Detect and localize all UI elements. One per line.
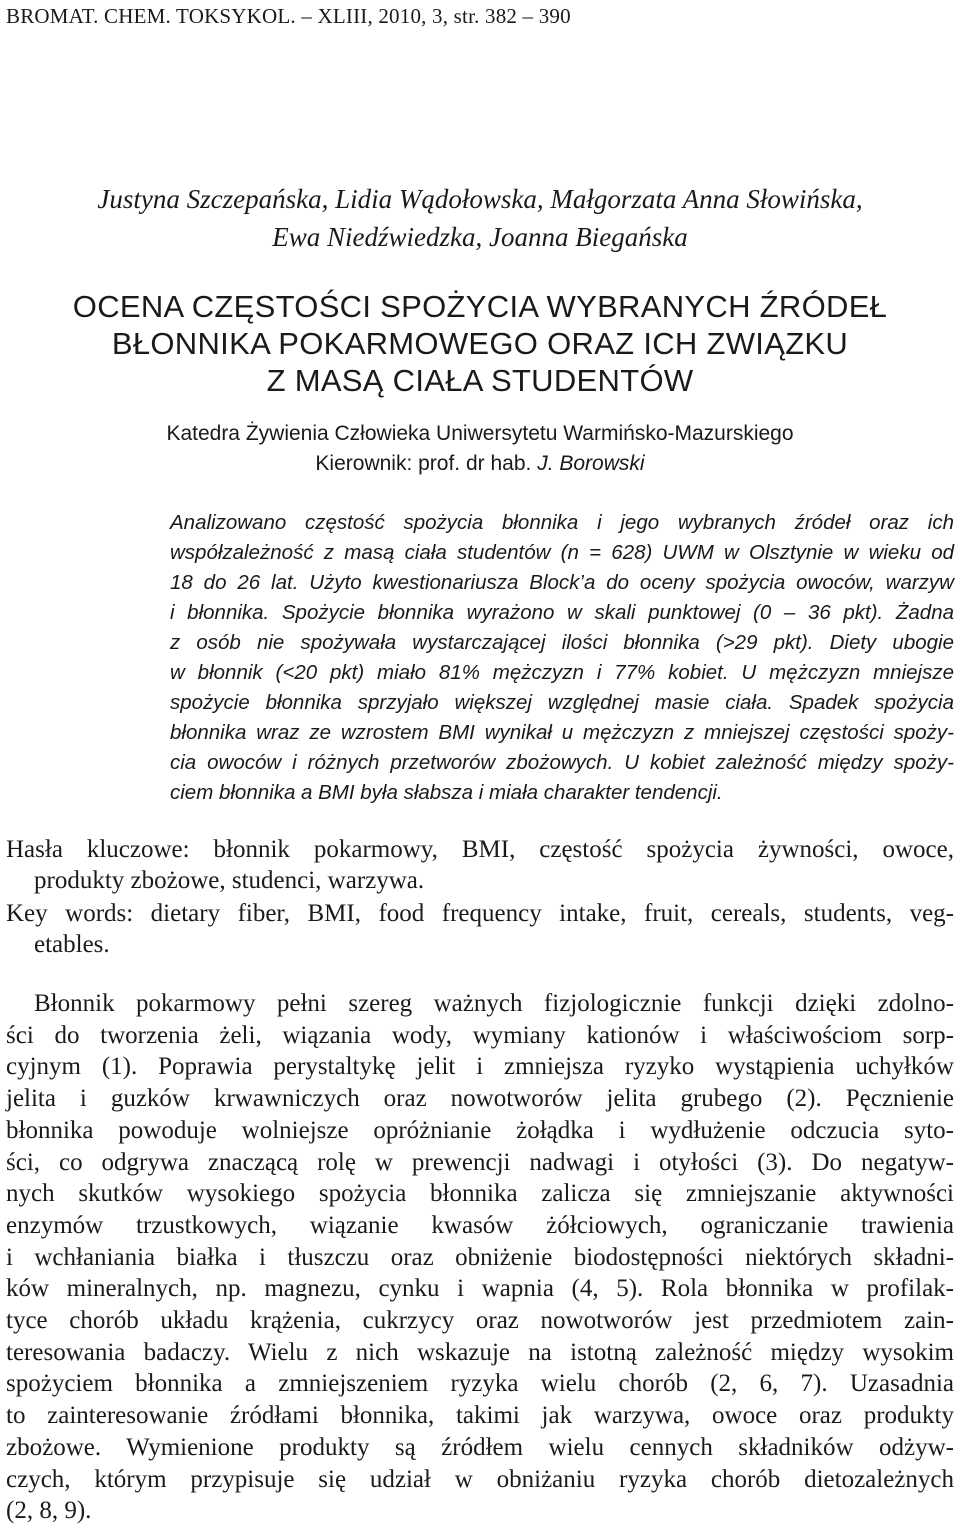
abstract-line: w błonnik (<20 pkt) miało 81% mężczyzn i 77% kobiet. U mężczyzn mniejsze: [170, 661, 954, 684]
body-line: jelita i guzków krwawniczych oraz nowotworów jelita grubego (2). Pęcznienie: [6, 1085, 954, 1113]
abstract-line: i błonnika. Spożycie błonnika wyrażono w skali punktowej (0 – 36 pkt). Żadna: [170, 601, 954, 624]
title-line-2: BŁONNIKA POKARMOWEGO ORAZ ICH ZWIĄZKU: [111, 326, 849, 361]
body-paragraph: [6, 988, 954, 1527]
keywords-english: [6, 898, 954, 960]
body-line: to zainteresowanie źródłami błonnika, takimi jak warzywa, owoce oraz produkty: [6, 1402, 954, 1430]
body-line: teresowania badaczy. Wielu z nich wskazuje na istotną zależność między wysokim: [6, 1338, 954, 1366]
abstract-line: współzależność z masą ciała studentów (n = 628) UWM w Olsztynie w wieku od: [170, 541, 954, 564]
article-title: [0, 288, 960, 399]
department-head-name: J. Borowski: [537, 452, 645, 475]
department-name: Katedra Żywienia Człowieka Uniwersytetu Warmińsko-Mazurskiego: [166, 422, 794, 445]
keywords-polish: [6, 834, 954, 896]
abstract-line: z osób nie spożywała wystarczającej ilości błonnika (>29 pkt). Diety ubogie: [170, 631, 954, 654]
body-line: Błonnik pokarmowy pełni szereg ważnych fizjologicznie funkcji dzięki zdolno-: [34, 990, 954, 1017]
author-list: [0, 180, 960, 256]
body-line: cyjnym (1). Poprawia perystaltykę jelit i zmniejsza ryzyko wystąpienia uchyłków: [6, 1053, 954, 1081]
journal-citation: BROMAT. CHEM. TOKSYKOL. – XLIII, 2010, 3, str. 382 – 390: [6, 4, 571, 28]
body-line: tyce chorób układu krążenia, cukrzycy oraz nowotworów jest przedmiotem zain-: [6, 1307, 954, 1335]
body-line: błonnika powoduje wolniejsze opróżnianie żołądka i wydłużenie odczucia syto-: [6, 1116, 954, 1144]
affiliation: [0, 419, 960, 479]
body-line: enzymów trzustkowych, wiązanie kwasów żółciowych, ograniczanie trawienia: [6, 1211, 954, 1239]
abstract: [170, 508, 954, 808]
title-line-3: Z MASĄ CIAŁA STUDENTÓW: [266, 363, 694, 398]
keywords-english-line-1: Key words: dietary fiber, BMI, food frequency intake, fruit, cereals, students, veg-: [6, 900, 954, 927]
title-line-1: OCENA CZĘSTOŚCI SPOŻYCIA WYBRANYCH ŹRÓDEŁ: [72, 289, 888, 324]
body-line: i wchłaniania białka i tłuszczu oraz obniżenie biodostępności niektórych składni-: [6, 1243, 954, 1271]
body-line: spożyciem błonnika a zmniejszeniem ryzyka wielu chorób (2, 6, 7). Uzasadnia: [6, 1370, 954, 1398]
abstract-line: ciem błonnika a BMI była słabsza i miała charakter tendencji.: [170, 781, 723, 804]
body-line: (2, 8, 9).: [6, 1497, 92, 1525]
body-line: ków mineralnych, np. magnezu, cynku i wapnia (4, 5). Rola błonnika w profilak-: [6, 1275, 954, 1303]
author-line-1: Justyna Szczepańska, Lidia Wądołowska, Małgorzata Anna Słowińska,: [97, 184, 863, 214]
abstract-line: spożycie błonnika sprzyjało większej względnej masie ciała. Spadek spożycia: [170, 691, 954, 714]
abstract-line: 18 do 26 lat. Użyto kwestionariusza Block’a do oceny spożycia owoców, warzyw: [170, 571, 954, 594]
body-line: ści, co odgrywa znaczącą rolę w prewencji nadwagi i otyłości (3). Do negatyw-: [6, 1148, 954, 1176]
keywords-english-line-2: etables.: [34, 931, 110, 958]
abstract-line: błonnika wraz ze wzrostem BMI wynikał u mężczyzn z mniejszej częstości spoży-: [170, 721, 954, 744]
body-line: ści do tworzenia żeli, wiązania wody, wymiany kationów i właściwościom sorp-: [6, 1021, 954, 1049]
department-head: [0, 449, 960, 479]
keywords-polish-line-1: Hasła kluczowe: błonnik pokarmowy, BMI, częstość spożycia żywności, owoce,: [6, 836, 954, 863]
abstract-line: Analizowano częstość spożycia błonnika i jego wybranych źródeł oraz ich: [170, 511, 954, 534]
body-line: czych, którym przypisuje się udział w obniżaniu ryzyka chorób dietozależnych: [6, 1465, 954, 1493]
body-line: nych skutków wysokiego spożycia błonnika zalicza się zmniejszanie aktywności: [6, 1180, 954, 1208]
keywords-polish-line-2: produkty zbożowe, studenci, warzywa.: [34, 867, 425, 894]
department-head-label: Kierownik: prof. dr hab.: [315, 452, 532, 475]
abstract-line: cia owoców i różnych przetworów zbożowych. U kobiet zależność między spoży-: [170, 751, 954, 774]
author-line-2: Ewa Niedźwiedzka, Joanna Biegańska: [272, 222, 688, 252]
keywords-section: [6, 834, 954, 962]
body-line: zbożowe. Wymienione produkty są źródłem wielu cennych składników odżyw-: [6, 1433, 954, 1461]
